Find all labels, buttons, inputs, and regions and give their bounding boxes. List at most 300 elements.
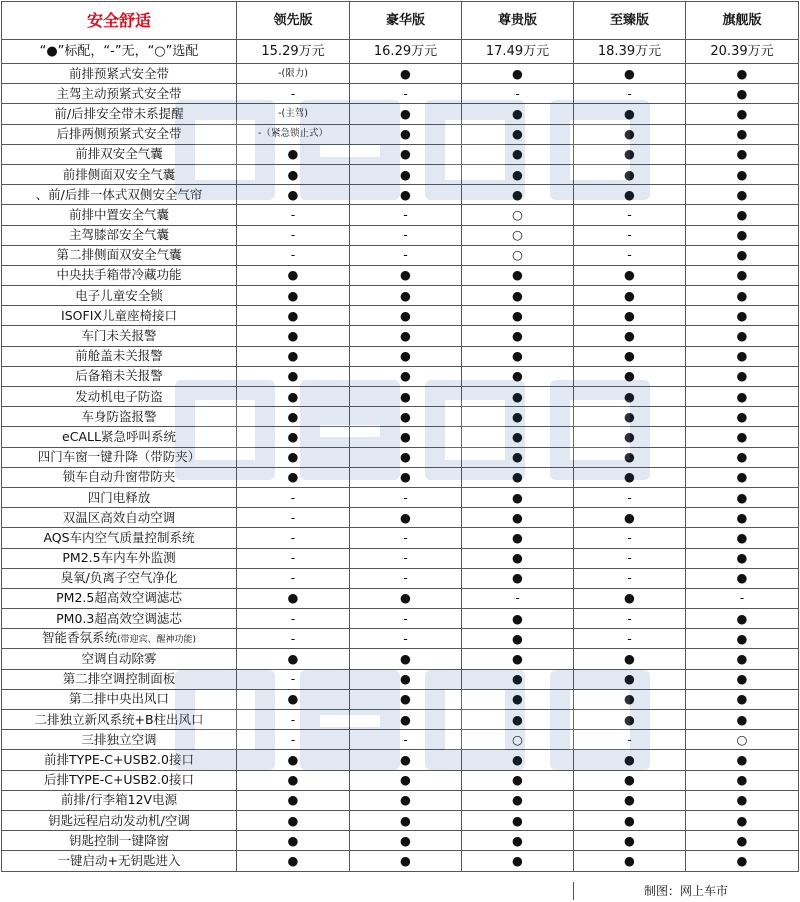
table-row	[2, 508, 799, 528]
spec-value: ●	[237, 306, 350, 326]
table-row	[2, 205, 799, 225]
spec-value: ●	[686, 64, 799, 84]
feature-label	[2, 710, 237, 730]
spec-value: ●	[686, 265, 799, 285]
spec-value: -	[462, 588, 574, 608]
spec-value: ●	[350, 185, 462, 205]
spec-value: ●	[686, 164, 799, 184]
spec-value: ●	[237, 790, 350, 810]
spec-table	[1, 1, 799, 872]
feature-label	[2, 245, 237, 265]
spec-value: ●	[350, 144, 462, 164]
spec-value: -	[350, 568, 462, 588]
spec-value: -	[237, 669, 350, 689]
spec-value: ●	[574, 508, 686, 528]
spec-value: ●	[237, 326, 350, 346]
spec-value: ●	[350, 104, 462, 124]
price-cell: 20.39万元	[686, 40, 799, 64]
spec-value: -	[350, 487, 462, 507]
feature-label	[2, 730, 237, 750]
spec-value: ●	[350, 810, 462, 830]
spec-value: ●	[462, 124, 574, 144]
feature-label-text: 锁车自动升窗带防夹	[62, 469, 176, 485]
price-cell: 18.39万元	[574, 40, 686, 64]
feature-label	[2, 144, 237, 164]
spec-value: -	[574, 548, 686, 568]
spec-value: -	[237, 568, 350, 588]
spec-value: ●	[237, 346, 350, 366]
spec-value: ●	[686, 245, 799, 265]
spec-value: -	[574, 225, 686, 245]
feature-label-text: 前排TYPE-C+USB2.0接口	[44, 751, 194, 767]
spec-value: ●	[350, 387, 462, 407]
spec-value: ●	[686, 286, 799, 306]
feature-label-text: 前/后排安全带未系提醒	[54, 105, 184, 121]
spec-value: ●	[237, 649, 350, 669]
spec-value: ●	[686, 750, 799, 770]
spec-value: ●	[350, 407, 462, 427]
spec-value: ●	[462, 669, 574, 689]
table-row	[2, 790, 799, 810]
spec-value: ●	[462, 104, 574, 124]
spec-value: -	[237, 225, 350, 245]
spec-value: ●	[686, 770, 799, 790]
feature-label	[2, 689, 237, 709]
spec-value: ●	[686, 467, 799, 487]
table-row	[2, 265, 799, 285]
spec-value: ●	[686, 689, 799, 709]
feature-label-text: 第二排侧面双安全气囊	[56, 247, 182, 263]
spec-value: ●	[686, 649, 799, 669]
feature-label-text: 前排/行李箱12V电源	[60, 792, 178, 808]
spec-value: ●	[462, 487, 574, 507]
table-row	[2, 164, 799, 184]
feature-label	[2, 750, 237, 770]
feature-label	[2, 407, 237, 427]
feature-label-text: 钥匙远程启动发动机/空调	[48, 812, 190, 828]
feature-label-text: 前排预紧式安全带	[68, 65, 169, 81]
spec-value: -	[574, 730, 686, 750]
spec-value: ●	[686, 185, 799, 205]
table-row	[2, 407, 799, 427]
spec-value: ●	[686, 225, 799, 245]
feature-label	[2, 831, 237, 851]
spec-value: ●	[686, 447, 799, 467]
feature-label-text: 主驾膝部安全气囊	[68, 227, 169, 243]
header-row	[2, 2, 799, 40]
feature-label	[2, 649, 237, 669]
spec-value: ●	[237, 831, 350, 851]
spec-value: ●	[350, 508, 462, 528]
spec-value: ●	[574, 689, 686, 709]
spec-value: ●	[462, 306, 574, 326]
feature-label	[2, 810, 237, 830]
spec-value: ●	[686, 831, 799, 851]
spec-value: ●	[574, 750, 686, 770]
spec-value: -	[237, 730, 350, 750]
spec-value: ●	[574, 366, 686, 386]
feature-label	[2, 447, 237, 467]
spec-value: ●	[350, 831, 462, 851]
spec-value: ●	[350, 427, 462, 447]
spec-value: ●	[574, 810, 686, 830]
table-row	[2, 568, 799, 588]
feature-label-text: 三排独立空调	[81, 731, 157, 747]
spec-value: ●	[237, 427, 350, 447]
feature-label-text: 、前/后排一体式双侧安全气帘	[35, 186, 203, 202]
spec-value: ●	[350, 447, 462, 467]
feature-label-text: 前排中置安全气囊	[68, 206, 169, 222]
spec-value: ●	[574, 447, 686, 467]
spec-value: -	[237, 528, 350, 548]
spec-value: ●	[462, 346, 574, 366]
spec-value: -	[350, 528, 462, 548]
spec-value: ●	[574, 326, 686, 346]
feature-label	[2, 124, 237, 144]
spec-value: ●	[462, 185, 574, 205]
table-row	[2, 427, 799, 447]
feature-label	[2, 427, 237, 447]
spec-value: ●	[462, 326, 574, 346]
spec-value: ●	[350, 851, 462, 871]
spec-value: ●	[686, 487, 799, 507]
table-row	[2, 831, 799, 851]
spec-value: ●	[462, 810, 574, 830]
spec-value: ●	[462, 770, 574, 790]
spec-value: ●	[574, 164, 686, 184]
trim-header: 旗舰版	[686, 2, 799, 40]
spec-value: -	[237, 205, 350, 225]
spec-value: ●	[686, 629, 799, 649]
feature-label	[2, 387, 237, 407]
feature-label	[2, 568, 237, 588]
spec-value: ●	[350, 346, 462, 366]
spec-value: ●	[574, 185, 686, 205]
spec-value: -	[574, 205, 686, 225]
spec-value: -	[574, 245, 686, 265]
spec-value: ●	[237, 689, 350, 709]
spec-value: -	[574, 629, 686, 649]
spec-value: ●	[574, 588, 686, 608]
spec-value: ●	[574, 346, 686, 366]
table-row	[2, 750, 799, 770]
feature-label-text: 智能香氛系统	[41, 629, 117, 645]
spec-value: ●	[237, 467, 350, 487]
spec-value: ●	[686, 346, 799, 366]
spec-value: -	[237, 84, 350, 104]
feature-label-text: 一键启动+无钥匙进入	[57, 852, 181, 868]
spec-value: ●	[462, 427, 574, 447]
spec-value: ●	[237, 366, 350, 386]
feature-label	[2, 528, 237, 548]
table-row	[2, 810, 799, 830]
trim-header: 尊贵版	[462, 2, 574, 40]
spec-value: ●	[686, 306, 799, 326]
feature-label-text: 车门未关报警	[81, 328, 157, 344]
spec-value: ○	[686, 730, 799, 750]
feature-label-text: 前排双安全气囊	[75, 146, 163, 162]
spec-value: ●	[462, 144, 574, 164]
feature-label	[2, 790, 237, 810]
feature-label	[2, 669, 237, 689]
spec-value: ●	[350, 588, 462, 608]
feature-label	[2, 487, 237, 507]
spec-value: ●	[574, 144, 686, 164]
feature-label-text: 第二排中央出风口	[68, 691, 169, 707]
feature-label-text: 发动机电子防盗	[75, 388, 163, 404]
table-row	[2, 185, 799, 205]
trim-header: 豪华版	[350, 2, 462, 40]
spec-value: ●	[686, 568, 799, 588]
spec-value: -	[574, 568, 686, 588]
spec-value: ○	[462, 205, 574, 225]
spec-value: ●	[462, 508, 574, 528]
spec-value: -	[350, 548, 462, 568]
feature-label	[2, 104, 237, 124]
spec-value: ●	[574, 407, 686, 427]
legend: “●”标配，“-”无，“○”选配	[2, 40, 237, 64]
spec-value: ○	[462, 225, 574, 245]
spec-value: ●	[350, 467, 462, 487]
spec-value: ●	[686, 205, 799, 225]
table-row	[2, 669, 799, 689]
spec-value: ●	[686, 609, 799, 629]
spec-value: ●	[462, 447, 574, 467]
table-row	[2, 104, 799, 124]
spec-value: -	[350, 609, 462, 629]
spec-value: -	[350, 730, 462, 750]
spec-value: ●	[350, 770, 462, 790]
spec-value: ●	[237, 851, 350, 871]
table-row	[2, 710, 799, 730]
table-row	[2, 548, 799, 568]
spec-value: ●	[462, 851, 574, 871]
spec-value: ●	[574, 387, 686, 407]
feature-label-text: 车身防盗报警	[81, 408, 157, 424]
spec-value: ●	[350, 649, 462, 669]
spec-value: ●	[237, 164, 350, 184]
spec-value: ●	[574, 790, 686, 810]
feature-label-text: 后排TYPE-C+USB2.0接口	[44, 772, 194, 788]
spec-value: ●	[462, 689, 574, 709]
spec-value: -	[574, 84, 686, 104]
feature-label	[2, 629, 237, 649]
feature-label-text: 主驾主动预紧式安全带	[56, 85, 182, 101]
spec-value: ●	[350, 326, 462, 346]
feature-label-text: PM0.3超高效空调滤芯	[56, 610, 182, 626]
spec-value: ●	[686, 790, 799, 810]
table-row	[2, 84, 799, 104]
feature-label-text: 后备箱未关报警	[75, 368, 163, 384]
spec-value: ●	[350, 669, 462, 689]
feature-label	[2, 84, 237, 104]
spec-value: ●	[574, 265, 686, 285]
spec-value: ●	[574, 831, 686, 851]
spec-value: ●	[686, 84, 799, 104]
table-row	[2, 366, 799, 386]
trim-header: 至臻版	[574, 2, 686, 40]
spec-value: -(限力)	[237, 64, 350, 84]
table-row	[2, 689, 799, 709]
spec-value: ●	[686, 124, 799, 144]
table-row	[2, 286, 799, 306]
spec-value: ●	[237, 185, 350, 205]
feature-label-text: 钥匙控制一键降窗	[68, 832, 169, 848]
feature-label	[2, 164, 237, 184]
spec-value: -	[350, 205, 462, 225]
spec-value: ●	[350, 710, 462, 730]
spec-value: ●	[237, 286, 350, 306]
spec-value: ●	[686, 548, 799, 568]
spec-value: ●	[686, 427, 799, 447]
table-row	[2, 346, 799, 366]
feature-label-text: 前排侧面双安全气囊	[62, 166, 176, 182]
spec-value: ●	[462, 548, 574, 568]
spec-value: -	[237, 245, 350, 265]
spec-value: ●	[686, 810, 799, 830]
spec-value: -(主驾)	[237, 104, 350, 124]
feature-label	[2, 851, 237, 871]
spec-value: ●	[462, 286, 574, 306]
price-cell: 15.29万元	[237, 40, 350, 64]
trim-header: 领先版	[237, 2, 350, 40]
table-row	[2, 487, 799, 507]
spec-value: ●	[350, 265, 462, 285]
spec-value: ●	[686, 407, 799, 427]
spec-value: -	[237, 710, 350, 730]
spec-value: ●	[462, 629, 574, 649]
spec-value: ●	[686, 528, 799, 548]
spec-value: -	[237, 548, 350, 568]
spec-value: -	[237, 487, 350, 507]
feature-label	[2, 306, 237, 326]
spec-value: -	[574, 487, 686, 507]
spec-value: ●	[237, 407, 350, 427]
feature-label	[2, 588, 237, 608]
price-cell: 16.29万元	[350, 40, 462, 64]
spec-value: ●	[462, 366, 574, 386]
feature-label	[2, 508, 237, 528]
spec-value: ●	[462, 528, 574, 548]
spec-value: ●	[686, 104, 799, 124]
spec-value: ●	[574, 104, 686, 124]
spec-value: ●	[350, 306, 462, 326]
table-row	[2, 528, 799, 548]
spec-value: ●	[686, 669, 799, 689]
spec-value: -	[350, 84, 462, 104]
feature-label-text: 二排独立新风系统+B柱出风口	[34, 711, 204, 727]
spec-value: ●	[574, 851, 686, 871]
spec-value: ●	[574, 427, 686, 447]
spec-value: ●	[462, 750, 574, 770]
spec-value: ●	[574, 64, 686, 84]
spec-value: ●	[350, 750, 462, 770]
spec-value: ●	[686, 851, 799, 871]
table-row	[2, 387, 799, 407]
price-cell: 17.49万元	[462, 40, 574, 64]
table-row	[2, 326, 799, 346]
spec-value: ●	[350, 164, 462, 184]
spec-value: ●	[574, 770, 686, 790]
spec-value: ●	[462, 609, 574, 629]
table-row	[2, 64, 799, 84]
table-row	[2, 144, 799, 164]
feature-label	[2, 64, 237, 84]
feature-label	[2, 286, 237, 306]
spec-value: ●	[686, 387, 799, 407]
spec-value: ●	[574, 669, 686, 689]
spec-value: ●	[686, 508, 799, 528]
feature-label	[2, 265, 237, 285]
spec-value: ●	[237, 387, 350, 407]
spec-value: ●	[574, 467, 686, 487]
table-row	[2, 649, 799, 669]
spec-value: -	[350, 629, 462, 649]
spec-value: ●	[462, 568, 574, 588]
spec-value: ●	[462, 710, 574, 730]
spec-value: ●	[686, 710, 799, 730]
feature-label-text: 电子儿童安全锁	[75, 287, 163, 303]
table-row	[2, 609, 799, 629]
table-row	[2, 629, 799, 649]
price-row	[2, 40, 799, 64]
feature-label-text: 第二排空调控制面板	[62, 671, 176, 687]
spec-value: ●	[462, 467, 574, 487]
spec-value: ●	[462, 407, 574, 427]
feature-label	[2, 770, 237, 790]
spec-value: -	[237, 609, 350, 629]
footer	[0, 882, 797, 901]
spec-value: ●	[350, 689, 462, 709]
spec-value: ●	[350, 790, 462, 810]
feature-label	[2, 326, 237, 346]
spec-value: ●	[462, 387, 574, 407]
feature-label	[2, 205, 237, 225]
table-row	[2, 467, 799, 487]
credit-text: 制图：网上车市	[573, 882, 798, 900]
spec-value: ●	[350, 64, 462, 84]
spec-value: ●	[574, 710, 686, 730]
feature-label-text: eCALL紧急呼叫系统	[62, 428, 176, 444]
spec-value: ●	[686, 326, 799, 346]
feature-label	[2, 467, 237, 487]
feature-label-text: 中央扶手箱带冷藏功能	[56, 267, 182, 283]
spec-value: ●	[462, 790, 574, 810]
feature-label-text: 四门车窗一键升降（带防夹）	[37, 449, 201, 465]
spec-value: ○	[462, 245, 574, 265]
spec-value: ●	[574, 286, 686, 306]
spec-value: ●	[462, 64, 574, 84]
spec-value: ●	[574, 306, 686, 326]
feature-label	[2, 346, 237, 366]
table-row	[2, 770, 799, 790]
feature-label-text: PM2.5车内车外监测	[62, 550, 176, 566]
spec-value: ●	[350, 366, 462, 386]
spec-value: ●	[462, 649, 574, 669]
feature-label	[2, 225, 237, 245]
table-row	[2, 124, 799, 144]
feature-label-text: ISOFIX儿童座椅接口	[61, 307, 177, 323]
spec-value: -	[462, 84, 574, 104]
feature-label	[2, 185, 237, 205]
feature-label-text: PM2.5超高效空调滤芯	[56, 590, 182, 606]
spec-value: -	[237, 629, 350, 649]
spec-value: ●	[462, 164, 574, 184]
feature-label-text: 后排两侧预紧式安全带	[56, 126, 182, 142]
spec-value: ●	[237, 144, 350, 164]
spec-value: -	[237, 508, 350, 528]
spec-value: ●	[574, 649, 686, 669]
